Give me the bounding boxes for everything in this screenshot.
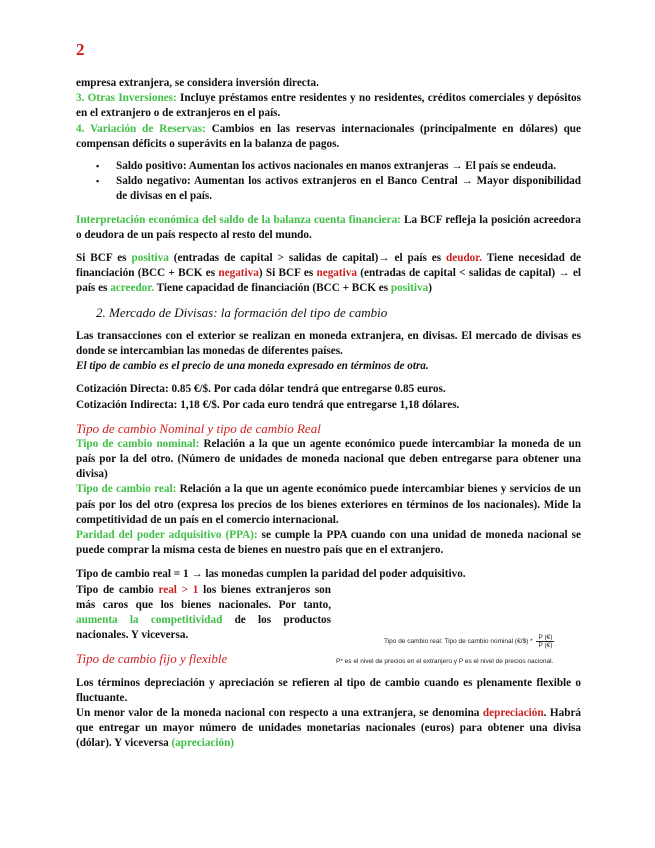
tcr-greater-one bbox=[76, 583, 331, 644]
bcf-t2: (entradas de capital > salidas de capital)→ el país es bbox=[168, 252, 447, 265]
formula-text: Tipo de cambio real: Tipo de cambio nominal (€/$) * bbox=[384, 638, 533, 646]
real-label: Tipo de cambio real: bbox=[76, 483, 177, 496]
bcf-debtor: deudor. bbox=[446, 252, 483, 265]
flexible-paragraph: Los términos depreciación y apreciación se refieren al tipo de cambio cuando es plenamente flexible o fluctuante. bbox=[76, 676, 581, 704]
balance-bullets bbox=[76, 159, 581, 205]
bcf-positive: positiva bbox=[131, 252, 169, 265]
section-fixed-flexible: Tipo de cambio fijo y flexible bbox=[76, 650, 228, 666]
formula-denominator: P (€) bbox=[538, 642, 553, 649]
real-paragraph bbox=[76, 482, 581, 528]
quote-direct: Cotización Directa: 0.85 €/$. Por cada dólar tendrá que entregarse 0.85 euros. bbox=[76, 383, 446, 396]
item4-text: Cambios en las reservas internacionales (principalmente en dólares) que compensan déficits o superávits en la balanza de pagos. bbox=[76, 122, 581, 150]
depreciation-paragraph bbox=[76, 706, 581, 752]
item4-label: 4. Variación de Reservas: bbox=[76, 122, 206, 135]
bcf-t5: Si BCF es bbox=[265, 267, 317, 280]
nominal-label: Tipo de cambio nominal: bbox=[76, 437, 200, 450]
bcf-creditor: acreedor. bbox=[110, 282, 155, 295]
formula-note: P* es el nivel de precios en el extranjero y P es el nivel de precios nacional. bbox=[336, 658, 554, 665]
real-text: Relación a la que un agente económico puede intercambiar bienes y servicios de un país por los del otro (expresa los precios de los bienes exteriores en términos de los nacionales). Mide la competitividad de un país en el comercio internacional. bbox=[76, 483, 581, 526]
divisas-definition: El tipo de cambio es el precio de una moneda expresado en términos de otra. bbox=[76, 360, 429, 373]
bcf-paragraph bbox=[76, 251, 581, 297]
tcr2-real-gt-1: real > 1 bbox=[158, 583, 199, 596]
bcf-positive-2: positiva bbox=[390, 282, 429, 295]
formula-numerator: P (€) bbox=[538, 634, 553, 641]
quote-indirect: Cotización Indirecta: 1,18 €/$. Por cada euro tendrá que entregarse 1,18 dólares. bbox=[76, 398, 460, 411]
ppa-paragraph bbox=[76, 528, 581, 558]
flex2-depreciation: depreciación bbox=[482, 706, 544, 719]
divisas-paragraph: Las transacciones con el exterior se realizan en moneda extranjera, en divisas. El mercado de divisas es donde se intercambian las monedas de diferentes países. bbox=[76, 329, 581, 358]
interp-label: Interpretación económica del saldo de la balanza cuenta financiera: bbox=[76, 213, 401, 226]
item-reserves bbox=[76, 122, 581, 152]
ppa-text: se cumple la PPA cuando con una unidad de moneda nacional se puede comprar la misma cesta de bienes en nuestro país que en el extranjero. bbox=[76, 529, 582, 557]
bcf-t4: ) bbox=[258, 267, 263, 280]
page-number: 2 bbox=[76, 40, 85, 59]
ppa-label: Paridad del poder adquisitivo (PPA): bbox=[76, 529, 258, 542]
bcf-negative-1: negativa bbox=[218, 267, 259, 280]
interp-text: La BCF refleja la posición acreedora o deudora de un país respecto al resto del mundo. bbox=[76, 213, 581, 241]
bcf-t1: Si BCF es bbox=[76, 252, 132, 265]
flex2-t1: Un menor valor de la moneda nacional con respecto a una extranjera, se denomina bbox=[76, 706, 483, 719]
item-other-investments bbox=[76, 91, 581, 121]
bcf-t3: Tiene necesidad de financiación (BCC + BCK es bbox=[76, 252, 582, 280]
section-nominal-real: Tipo de cambio Nominal y tipo de cambio Real bbox=[76, 420, 321, 436]
tcr-equal-one: Tipo de cambio real = 1 → las monedas cumplen la paridad del poder adquisitivo. bbox=[76, 568, 466, 581]
bcf-t6: (entradas de capital < salidas de capital) → el país es bbox=[76, 267, 582, 295]
tcr2-t3: de los productos nacionales. Y viceversa. bbox=[76, 614, 331, 642]
nominal-paragraph bbox=[76, 437, 581, 483]
bcf-t7: Tiene capacidad de financiación (BCC + BCK es bbox=[154, 282, 391, 295]
tcr2-t1: Tipo de cambio bbox=[76, 583, 159, 596]
item3-text: Incluye préstamos entre residentes y no residentes, créditos comerciales y depósitos en el extranjero o de extranjeros en el país. bbox=[76, 92, 581, 120]
bcf-negative-2: negativa bbox=[316, 267, 357, 280]
real-exchange-formula bbox=[384, 634, 554, 649]
item3-label: 3. Otras Inversiones: bbox=[76, 92, 177, 105]
nominal-text: Relación a la que un agente económico puede intercambiar la moneda de un país por la del otro. (Número de unidades de moneda nacional que deben entregarse para obtener una divisa) bbox=[76, 437, 581, 481]
flex2-appreciation: (apreciación) bbox=[171, 737, 235, 750]
section-heading-divisas: 2. Mercado de Divisas: la formación del tipo de cambio bbox=[96, 304, 388, 320]
bcf-t8: ) bbox=[428, 282, 432, 295]
flex2-t2: . Habrá que entregar un mayor número de unidades monetarias nacionales (euros) para obtener una divisa (dólar). Y viceversa bbox=[76, 706, 581, 750]
formula-fraction bbox=[536, 634, 554, 649]
tcr2-t2: los bienes extranjeros son más caros que los bienes nacionales. Por tanto, bbox=[76, 583, 331, 611]
bullet-positive: ▪ Saldo positivo: Aumentan los activos nacionales en manos extranjeras → El país se endeuda. bbox=[76, 159, 581, 174]
bullet-negative: ▪ Saldo negativo: Aumentan los activos extranjeros en el Banco Central → Mayor disponibilidad de divisas en el país. bbox=[76, 174, 581, 204]
tcr2-competitiveness: aumenta la competitividad bbox=[76, 614, 223, 627]
interpretation-paragraph bbox=[76, 213, 581, 243]
intro-paragraph: empresa extranjera, se considera inversión directa. bbox=[76, 77, 319, 89]
